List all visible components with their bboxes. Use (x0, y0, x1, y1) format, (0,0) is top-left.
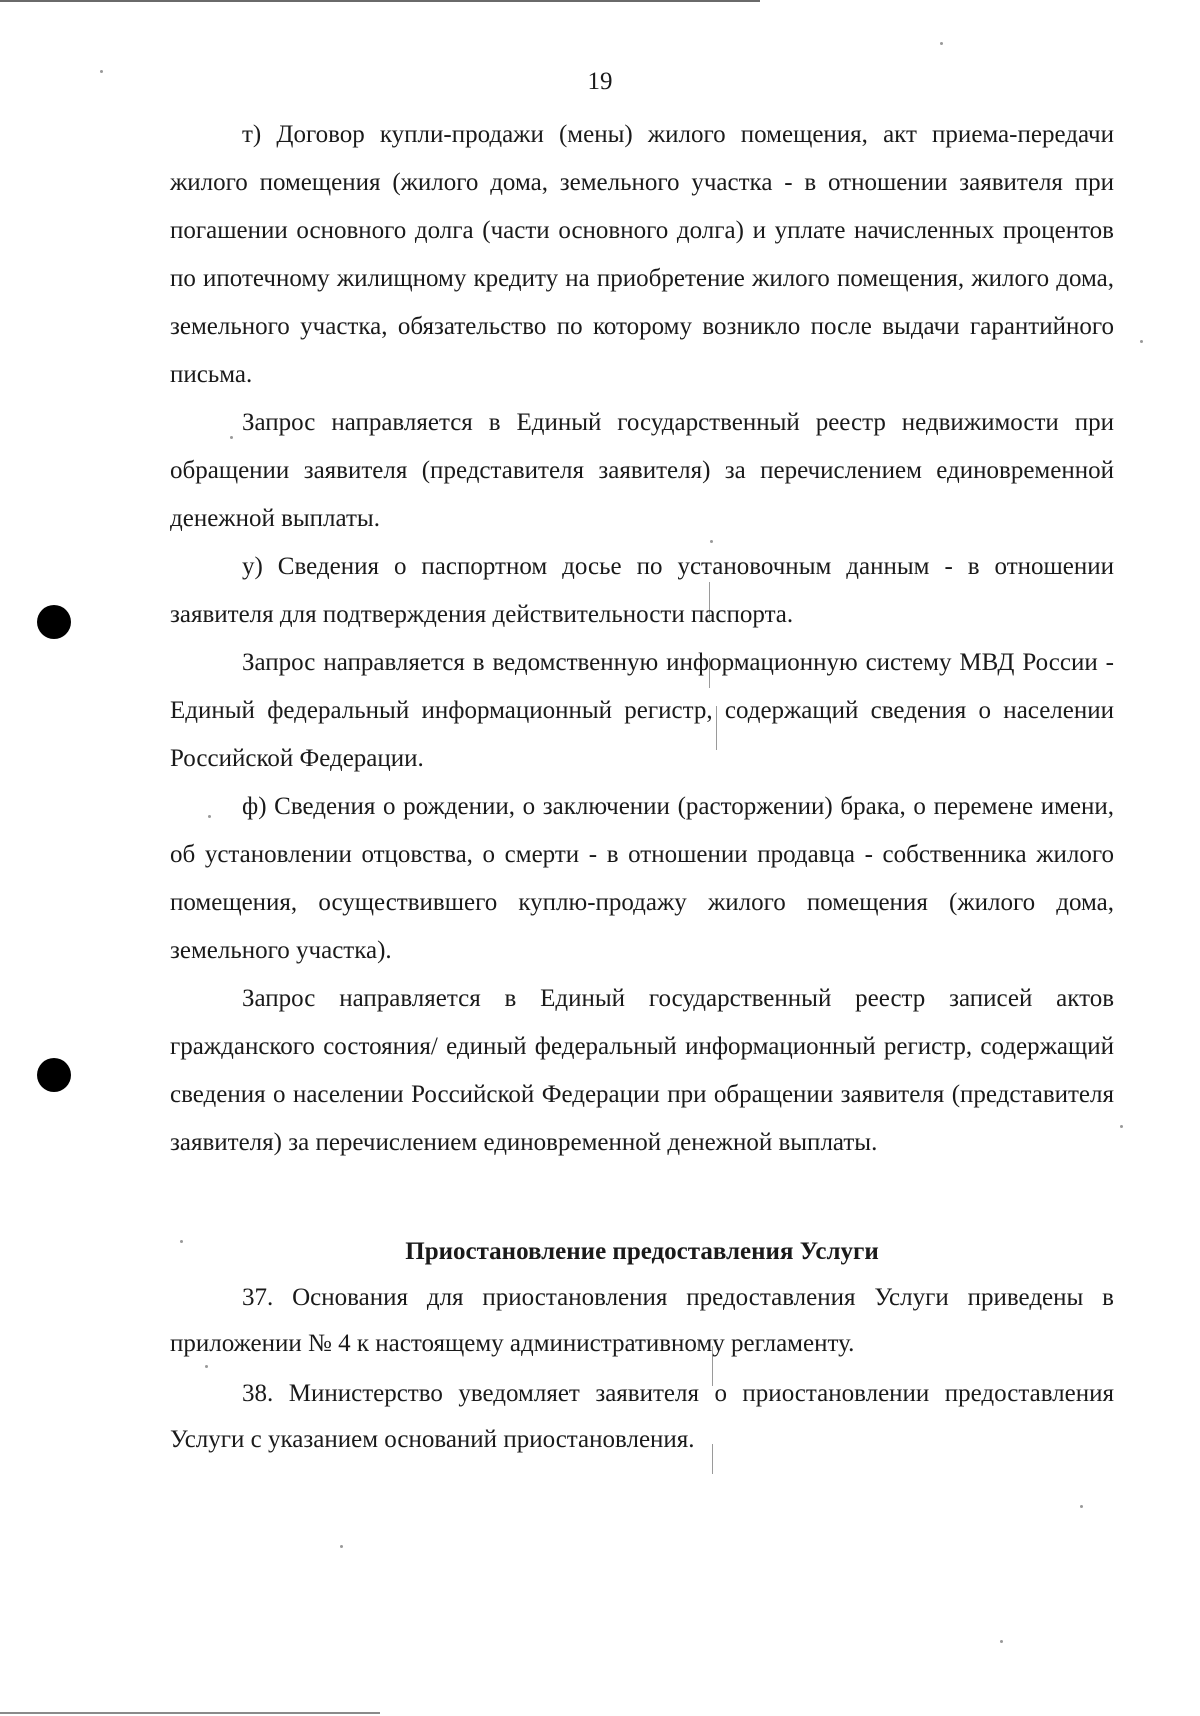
paragraph-request-egrn: Запрос направляется в Единый государственный реестр недвижимости при обращении заявителя (представителя заявителя) за перечислением единовременной денежной выплаты. (170, 409, 1114, 532)
scan-top-edge (0, 0, 760, 2)
scan-speck (1080, 1505, 1083, 1508)
binder-hole-top (37, 605, 71, 639)
paragraph-request-mvd: Запрос направляется в ведомственную информационную систему МВД России - Единый федеральный информационный регистр, содержащий сведения о населении Российской Федерации. (170, 649, 1114, 772)
page-number: 19 (587, 68, 613, 95)
scan-speck (1120, 1125, 1123, 1128)
binder-hole-bottom (37, 1058, 71, 1092)
paragraph-item-f: ф) Сведения о рождении, о заключении (расторжении) брака, о перемене имени, об установлении отцовства, о смерти - в отношении продавца - собственника жилого помещения, осуществившего куплю-продажу жилого помещения (жилого дома, земельного участка). (170, 793, 1114, 964)
scan-speck (940, 42, 943, 45)
paragraph-item-u: у) Сведения о паспортном досье по установочным данным - в отношении заявителя для подтверждения действительности паспорта. (170, 553, 1114, 628)
section-heading: Приостановление предоставления Услуги (405, 1238, 879, 1265)
paragraph-38: 38. Министерство уведомляет заявителя о приостановлении предоставления Услуги с указанием оснований приостановления. (170, 1380, 1114, 1453)
scan-bottom-edge (0, 1712, 380, 1714)
scan-speck (340, 1545, 343, 1548)
scan-speck (1000, 1640, 1003, 1643)
document-body (170, 111, 1114, 1463)
paragraph-item-t: т) Договор купли-продажи (мены) жилого помещения, акт приема-передачи жилого помещения (жилого дома, земельного участка - в отношении заявителя при погашении основного долга (части основного долга) и уплате начисленных процентов по ипотечному жилищному кредиту на приобретение жилого помещения, жилого дома, земельного участка, обязательство по которому возникло после выдачи гарантийного письма. (170, 121, 1114, 388)
paragraph-request-zags: Запрос направляется в Единый государственный реестр записей актов гражданского состояния/ единый федеральный информационный регистр, содержащий сведения о населении Российской Федерации при обращении заявителя (представителя заявителя) за перечислением единовременной денежной выплаты. (170, 985, 1114, 1156)
paragraph-37: 37. Основания для приостановления предоставления Услуги приведены в приложении № 4 к настоящему административному регламенту. (170, 1284, 1114, 1357)
scan-speck (1140, 340, 1143, 343)
